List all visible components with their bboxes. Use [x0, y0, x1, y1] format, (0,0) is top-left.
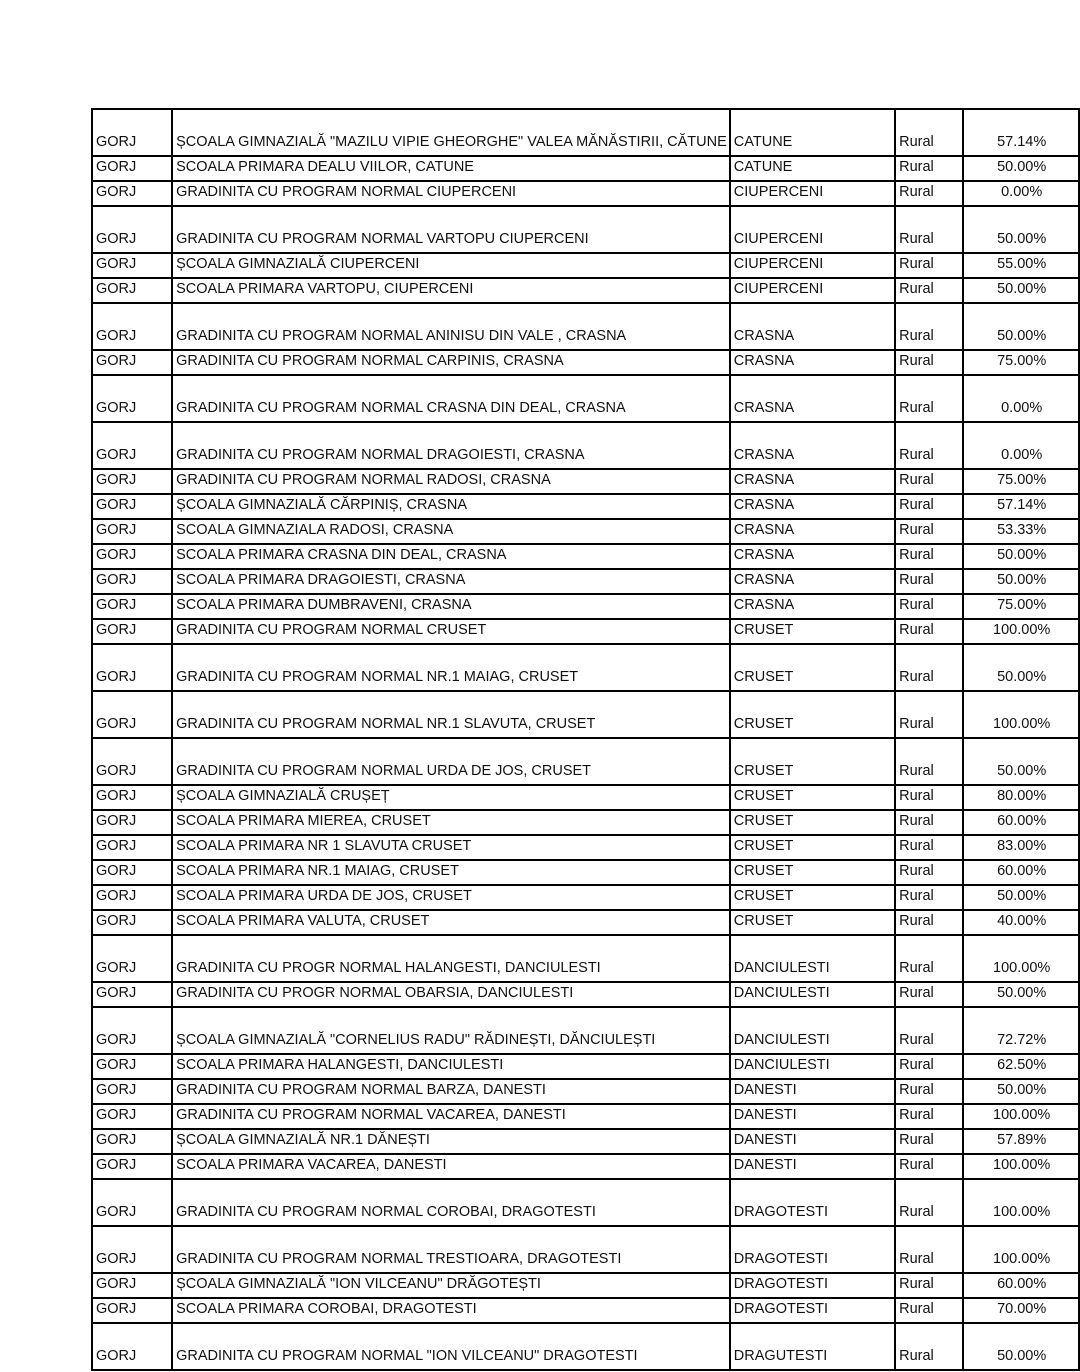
- percentage-cell: 60.00%: [963, 810, 1079, 835]
- environment-cell: Rural: [895, 181, 963, 206]
- environment-cell: Rural: [895, 935, 963, 982]
- percentage-cell: 50.00%: [963, 738, 1079, 785]
- percentage-cell: 75.00%: [963, 350, 1079, 375]
- environment-cell: Rural: [895, 910, 963, 935]
- county-cell: GORJ: [92, 206, 172, 253]
- environment-cell: Rural: [895, 206, 963, 253]
- school-name-cell: SCOALA PRIMARA VACAREA, DANESTI: [172, 1154, 730, 1179]
- table-row: [92, 1129, 1079, 1154]
- locality-cell: CRUSET: [730, 910, 895, 935]
- locality-cell: CRASNA: [730, 519, 895, 544]
- school-name-cell: GRADINITA CU PROGRAM NORMAL BARZA, DANESTI: [172, 1079, 730, 1104]
- table-row: [92, 519, 1079, 544]
- school-name-cell: GRADINITA CU PROGRAM NORMAL CIUPERCENI: [172, 181, 730, 206]
- percentage-cell: 50.00%: [963, 569, 1079, 594]
- percentage-cell: 50.00%: [963, 1323, 1079, 1370]
- environment-cell: Rural: [895, 303, 963, 350]
- table-row: [92, 910, 1079, 935]
- environment-cell: Rural: [895, 810, 963, 835]
- school-name-cell: ȘCOALA GIMNAZIALĂ CRUȘEȚ: [172, 785, 730, 810]
- county-cell: GORJ: [92, 1129, 172, 1154]
- school-name-cell: GRADINITA CU PROGRAM NORMAL VACAREA, DANESTI: [172, 1104, 730, 1129]
- locality-cell: CRASNA: [730, 594, 895, 619]
- environment-cell: Rural: [895, 350, 963, 375]
- county-cell: GORJ: [92, 594, 172, 619]
- table-row: [92, 303, 1079, 350]
- schools-table: [91, 108, 1080, 1371]
- county-cell: GORJ: [92, 303, 172, 350]
- environment-cell: Rural: [895, 691, 963, 738]
- percentage-cell: 60.00%: [963, 860, 1079, 885]
- county-cell: GORJ: [92, 253, 172, 278]
- table-row: [92, 1273, 1079, 1298]
- locality-cell: DANCIULESTI: [730, 935, 895, 982]
- environment-cell: Rural: [895, 1298, 963, 1323]
- county-cell: GORJ: [92, 935, 172, 982]
- locality-cell: CRASNA: [730, 494, 895, 519]
- percentage-cell: 100.00%: [963, 1179, 1079, 1226]
- table-row: [92, 594, 1079, 619]
- percentage-cell: 50.00%: [963, 278, 1079, 303]
- percentage-cell: 50.00%: [963, 544, 1079, 569]
- county-cell: GORJ: [92, 1079, 172, 1104]
- locality-cell: DRAGOTESTI: [730, 1273, 895, 1298]
- county-cell: GORJ: [92, 885, 172, 910]
- environment-cell: Rural: [895, 109, 963, 156]
- county-cell: GORJ: [92, 350, 172, 375]
- environment-cell: Rural: [895, 738, 963, 785]
- environment-cell: Rural: [895, 644, 963, 691]
- environment-cell: Rural: [895, 156, 963, 181]
- school-name-cell: SCOALA PRIMARA URDA DE JOS, CRUSET: [172, 885, 730, 910]
- environment-cell: Rural: [895, 375, 963, 422]
- school-name-cell: GRADINITA CU PROGRAM NORMAL DRAGOIESTI, CRASNA: [172, 422, 730, 469]
- percentage-cell: 70.00%: [963, 1298, 1079, 1323]
- table-row: [92, 785, 1079, 810]
- percentage-cell: 80.00%: [963, 785, 1079, 810]
- table-row: [92, 1079, 1079, 1104]
- school-name-cell: SCOALA PRIMARA DRAGOIESTI, CRASNA: [172, 569, 730, 594]
- school-name-cell: GRADINITA CU PROGRAM NORMAL NR.1 SLAVUTA, CRUSET: [172, 691, 730, 738]
- environment-cell: Rural: [895, 594, 963, 619]
- locality-cell: CIUPERCENI: [730, 253, 895, 278]
- county-cell: GORJ: [92, 644, 172, 691]
- environment-cell: Rural: [895, 494, 963, 519]
- percentage-cell: 57.14%: [963, 494, 1079, 519]
- table-row: [92, 469, 1079, 494]
- county-cell: GORJ: [92, 1104, 172, 1129]
- environment-cell: Rural: [895, 1007, 963, 1054]
- table-row: [92, 544, 1079, 569]
- percentage-cell: 72.72%: [963, 1007, 1079, 1054]
- table-row: [92, 885, 1079, 910]
- locality-cell: DANCIULESTI: [730, 1007, 895, 1054]
- environment-cell: Rural: [895, 544, 963, 569]
- locality-cell: DANCIULESTI: [730, 1054, 895, 1079]
- table-row: [92, 810, 1079, 835]
- table-row: [92, 109, 1079, 156]
- school-name-cell: SCOALA PRIMARA NR.1 MAIAG, CRUSET: [172, 860, 730, 885]
- school-name-cell: SCOALA PRIMARA VARTOPU, CIUPERCENI: [172, 278, 730, 303]
- county-cell: GORJ: [92, 691, 172, 738]
- percentage-cell: 50.00%: [963, 982, 1079, 1007]
- locality-cell: CRUSET: [730, 835, 895, 860]
- locality-cell: CRUSET: [730, 785, 895, 810]
- table-row: [92, 1007, 1079, 1054]
- locality-cell: DANESTI: [730, 1104, 895, 1129]
- percentage-cell: 60.00%: [963, 1273, 1079, 1298]
- county-cell: GORJ: [92, 569, 172, 594]
- locality-cell: CRUSET: [730, 644, 895, 691]
- percentage-cell: 62.50%: [963, 1054, 1079, 1079]
- school-name-cell: ȘCOALA GIMNAZIALĂ NR.1 DĂNEȘTI: [172, 1129, 730, 1154]
- percentage-cell: 100.00%: [963, 935, 1079, 982]
- locality-cell: CIUPERCENI: [730, 181, 895, 206]
- locality-cell: CRUSET: [730, 619, 895, 644]
- percentage-cell: 100.00%: [963, 619, 1079, 644]
- environment-cell: Rural: [895, 278, 963, 303]
- county-cell: GORJ: [92, 982, 172, 1007]
- county-cell: GORJ: [92, 835, 172, 860]
- environment-cell: Rural: [895, 569, 963, 594]
- table-row: [92, 278, 1079, 303]
- county-cell: GORJ: [92, 278, 172, 303]
- environment-cell: Rural: [895, 1104, 963, 1129]
- county-cell: GORJ: [92, 1226, 172, 1273]
- environment-cell: Rural: [895, 619, 963, 644]
- percentage-cell: 50.00%: [963, 303, 1079, 350]
- percentage-cell: 100.00%: [963, 1226, 1079, 1273]
- environment-cell: Rural: [895, 1323, 963, 1370]
- county-cell: GORJ: [92, 1273, 172, 1298]
- county-cell: GORJ: [92, 810, 172, 835]
- locality-cell: DANESTI: [730, 1154, 895, 1179]
- percentage-cell: 75.00%: [963, 469, 1079, 494]
- percentage-cell: 40.00%: [963, 910, 1079, 935]
- county-cell: GORJ: [92, 1054, 172, 1079]
- environment-cell: Rural: [895, 982, 963, 1007]
- locality-cell: CRUSET: [730, 810, 895, 835]
- locality-cell: CRUSET: [730, 691, 895, 738]
- county-cell: GORJ: [92, 1179, 172, 1226]
- environment-cell: Rural: [895, 835, 963, 860]
- locality-cell: CRASNA: [730, 303, 895, 350]
- table-body: [92, 109, 1079, 1370]
- locality-cell: CRASNA: [730, 544, 895, 569]
- environment-cell: Rural: [895, 469, 963, 494]
- locality-cell: CRUSET: [730, 885, 895, 910]
- school-name-cell: GRADINITA CU PROGRAM NORMAL TRESTIOARA, DRAGOTESTI: [172, 1226, 730, 1273]
- county-cell: GORJ: [92, 156, 172, 181]
- table-row: [92, 982, 1079, 1007]
- school-name-cell: GRADINITA CU PROGRAM NORMAL VARTOPU CIUPERCENI: [172, 206, 730, 253]
- locality-cell: CATUNE: [730, 109, 895, 156]
- locality-cell: CRASNA: [730, 469, 895, 494]
- table-row: [92, 1154, 1079, 1179]
- locality-cell: CRASNA: [730, 569, 895, 594]
- locality-cell: CATUNE: [730, 156, 895, 181]
- percentage-cell: 100.00%: [963, 1104, 1079, 1129]
- table-row: [92, 156, 1079, 181]
- school-name-cell: GRADINITA CU PROGR NORMAL HALANGESTI, DANCIULESTI: [172, 935, 730, 982]
- percentage-cell: 100.00%: [963, 691, 1079, 738]
- locality-cell: CRASNA: [730, 350, 895, 375]
- school-name-cell: GRADINITA CU PROGRAM NORMAL CARPINIS, CRASNA: [172, 350, 730, 375]
- percentage-cell: 57.89%: [963, 1129, 1079, 1154]
- percentage-cell: 0.00%: [963, 181, 1079, 206]
- county-cell: GORJ: [92, 181, 172, 206]
- school-name-cell: GRADINITA CU PROGRAM NORMAL CRASNA DIN DEAL, CRASNA: [172, 375, 730, 422]
- percentage-cell: 55.00%: [963, 253, 1079, 278]
- locality-cell: CIUPERCENI: [730, 278, 895, 303]
- environment-cell: Rural: [895, 253, 963, 278]
- environment-cell: Rural: [895, 860, 963, 885]
- environment-cell: Rural: [895, 1179, 963, 1226]
- table-row: [92, 206, 1079, 253]
- county-cell: GORJ: [92, 109, 172, 156]
- school-name-cell: GRADINITA CU PROGRAM NORMAL RADOSI, CRASNA: [172, 469, 730, 494]
- county-cell: GORJ: [92, 910, 172, 935]
- table-row: [92, 375, 1079, 422]
- county-cell: GORJ: [92, 860, 172, 885]
- percentage-cell: 100.00%: [963, 1154, 1079, 1179]
- school-name-cell: SCOALA PRIMARA CRASNA DIN DEAL, CRASNA: [172, 544, 730, 569]
- environment-cell: Rural: [895, 1154, 963, 1179]
- table-row: [92, 494, 1079, 519]
- locality-cell: DANESTI: [730, 1129, 895, 1154]
- table-row: [92, 644, 1079, 691]
- percentage-cell: 0.00%: [963, 422, 1079, 469]
- school-name-cell: SCOALA PRIMARA COROBAI, DRAGOTESTI: [172, 1298, 730, 1323]
- school-name-cell: SCOALA PRIMARA MIEREA, CRUSET: [172, 810, 730, 835]
- locality-cell: DRAGUTESTI: [730, 1323, 895, 1370]
- environment-cell: Rural: [895, 885, 963, 910]
- school-name-cell: GRADINITA CU PROGR NORMAL OBARSIA, DANCIULESTI: [172, 982, 730, 1007]
- school-name-cell: GRADINITA CU PROGRAM NORMAL COROBAI, DRAGOTESTI: [172, 1179, 730, 1226]
- percentage-cell: 50.00%: [963, 206, 1079, 253]
- percentage-cell: 57.14%: [963, 109, 1079, 156]
- environment-cell: Rural: [895, 519, 963, 544]
- environment-cell: Rural: [895, 1054, 963, 1079]
- table-row: [92, 1226, 1079, 1273]
- school-name-cell: GRADINITA CU PROGRAM NORMAL CRUSET: [172, 619, 730, 644]
- school-name-cell: ȘCOALA GIMNAZIALĂ CIUPERCENI: [172, 253, 730, 278]
- school-name-cell: ȘCOALA GIMNAZIALĂ "ION VILCEANU" DRĂGOTEȘTI: [172, 1273, 730, 1298]
- locality-cell: DANCIULESTI: [730, 982, 895, 1007]
- locality-cell: CRUSET: [730, 738, 895, 785]
- school-name-cell: ȘCOALA GIMNAZIALĂ CĂRPINIȘ, CRASNA: [172, 494, 730, 519]
- environment-cell: Rural: [895, 1129, 963, 1154]
- school-name-cell: GRADINITA CU PROGRAM NORMAL "ION VILCEANU" DRAGOTESTI: [172, 1323, 730, 1370]
- percentage-cell: 53.33%: [963, 519, 1079, 544]
- school-name-cell: SCOALA PRIMARA NR 1 SLAVUTA CRUSET: [172, 835, 730, 860]
- school-name-cell: ȘCOALA GIMNAZIALĂ "MAZILU VIPIE GHEORGHE" VALEA MĂNĂSTIRII, CĂTUNE: [172, 109, 730, 156]
- table-row: [92, 738, 1079, 785]
- school-name-cell: SCOALA PRIMARA DEALU VIILOR, CATUNE: [172, 156, 730, 181]
- table-row: [92, 1179, 1079, 1226]
- locality-cell: DRAGOTESTI: [730, 1179, 895, 1226]
- locality-cell: DRAGOTESTI: [730, 1226, 895, 1273]
- table-row: [92, 1323, 1079, 1370]
- environment-cell: Rural: [895, 785, 963, 810]
- percentage-cell: 50.00%: [963, 644, 1079, 691]
- school-name-cell: SCOALA PRIMARA VALUTA, CRUSET: [172, 910, 730, 935]
- locality-cell: DANESTI: [730, 1079, 895, 1104]
- locality-cell: DRAGOTESTI: [730, 1298, 895, 1323]
- county-cell: GORJ: [92, 375, 172, 422]
- table-row: [92, 1104, 1079, 1129]
- school-name-cell: ȘCOALA GIMNAZIALĂ "CORNELIUS RADU" RĂDINEȘTI, DĂNCIULEȘTI: [172, 1007, 730, 1054]
- county-cell: GORJ: [92, 785, 172, 810]
- county-cell: GORJ: [92, 1298, 172, 1323]
- school-name-cell: SCOALA PRIMARA HALANGESTI, DANCIULESTI: [172, 1054, 730, 1079]
- table-row: [92, 253, 1079, 278]
- environment-cell: Rural: [895, 1273, 963, 1298]
- locality-cell: CIUPERCENI: [730, 206, 895, 253]
- percentage-cell: 0.00%: [963, 375, 1079, 422]
- environment-cell: Rural: [895, 1226, 963, 1273]
- table-row: [92, 1054, 1079, 1079]
- locality-cell: CRUSET: [730, 860, 895, 885]
- table-row: [92, 935, 1079, 982]
- table-row: [92, 350, 1079, 375]
- table-row: [92, 422, 1079, 469]
- locality-cell: CRASNA: [730, 375, 895, 422]
- county-cell: GORJ: [92, 422, 172, 469]
- percentage-cell: 75.00%: [963, 594, 1079, 619]
- table-row: [92, 860, 1079, 885]
- county-cell: GORJ: [92, 469, 172, 494]
- school-name-cell: SCOALA GIMNAZIALA RADOSI, CRASNA: [172, 519, 730, 544]
- county-cell: GORJ: [92, 494, 172, 519]
- county-cell: GORJ: [92, 619, 172, 644]
- county-cell: GORJ: [92, 1323, 172, 1370]
- table-row: [92, 1298, 1079, 1323]
- county-cell: GORJ: [92, 519, 172, 544]
- school-name-cell: GRADINITA CU PROGRAM NORMAL ANINISU DIN VALE , CRASNA: [172, 303, 730, 350]
- county-cell: GORJ: [92, 544, 172, 569]
- school-name-cell: SCOALA PRIMARA DUMBRAVENI, CRASNA: [172, 594, 730, 619]
- county-cell: GORJ: [92, 1007, 172, 1054]
- percentage-cell: 50.00%: [963, 1079, 1079, 1104]
- table-row: [92, 691, 1079, 738]
- school-name-cell: GRADINITA CU PROGRAM NORMAL URDA DE JOS, CRUSET: [172, 738, 730, 785]
- table-row: [92, 181, 1079, 206]
- percentage-cell: 50.00%: [963, 885, 1079, 910]
- percentage-cell: 83.00%: [963, 835, 1079, 860]
- locality-cell: CRASNA: [730, 422, 895, 469]
- table-row: [92, 835, 1079, 860]
- environment-cell: Rural: [895, 1079, 963, 1104]
- table-row: [92, 619, 1079, 644]
- county-cell: GORJ: [92, 738, 172, 785]
- environment-cell: Rural: [895, 422, 963, 469]
- percentage-cell: 50.00%: [963, 156, 1079, 181]
- county-cell: GORJ: [92, 1154, 172, 1179]
- table-row: [92, 569, 1079, 594]
- school-name-cell: GRADINITA CU PROGRAM NORMAL NR.1 MAIAG, CRUSET: [172, 644, 730, 691]
